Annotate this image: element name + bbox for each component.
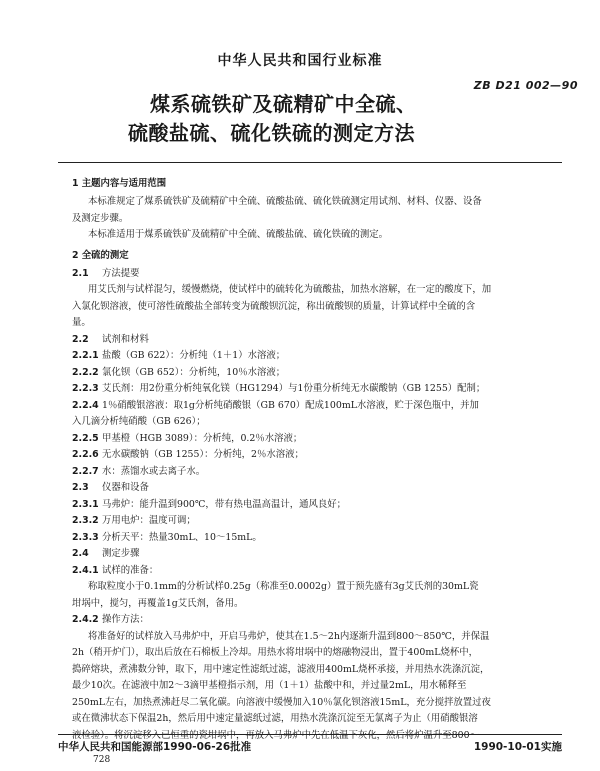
clause-text: 马弗炉：能升温到900℃，带有热电温高温计，通风良好；	[102, 498, 347, 510]
clause-text: 分析天平：热量30mL、10～15mL。	[102, 531, 262, 543]
paragraph-line: 入氯化钡溶液，使可溶性硫酸盐全部转变为硫酸钡沉淀，称出硫酸钡的质量，计算试样中全硫的含	[72, 300, 476, 312]
paragraph-line: 本标准规定了煤系硫铁矿及硫精矿中全硫、硫酸盐硫、硫化铁硫测定用试剂、材料、仪器、设备	[88, 196, 482, 207]
clause-heading	[58, 332, 562, 349]
clause-text: 1％硝酸银溶液：取1g分析纯硝酸银（GB 670）配成100mL水溶液，贮于深色瓶中，并加	[102, 399, 479, 411]
clause-text: 盐酸（GB 622）：分析纯（1＋1）水溶液；	[102, 350, 286, 361]
clause-item	[58, 348, 562, 365]
clause-title: 试剂和材料	[102, 333, 149, 345]
paragraph-line: 量。	[72, 317, 91, 328]
paragraph-line: 称取粒度小于0.1mm的分析试样0.25g（称准至0.0002g）置于预先盛有3g艾氏剂的30mL瓷	[88, 581, 479, 592]
clause-number: 2.3.1	[72, 498, 99, 510]
clause-text: 水：蒸馏水或去离子水。	[102, 465, 206, 477]
clause-number: 2.2	[72, 333, 89, 345]
clause-title: 方法提要	[102, 267, 140, 279]
clause-item	[58, 398, 562, 415]
clause-heading	[58, 480, 562, 497]
clause-heading	[58, 546, 562, 563]
paragraph-line: 及测定步骤。	[72, 212, 129, 224]
clause-number: 2.3.2	[72, 515, 99, 526]
section-heading: 2 全硫的测定	[72, 249, 129, 261]
paragraph-line: 最少10次。在滤液中加2～3滴甲基橙指示剂，用（1＋1）盐酸中和，并过量2mL，用水稀释至	[72, 680, 467, 691]
header-divider	[58, 162, 562, 163]
clause-text: 无水碳酸钠（GB 1255）：分析纯，2％水溶液；	[102, 449, 304, 460]
paragraph-line: 本标准适用于煤系硫铁矿及硫精矿中全硫、硫酸盐硫、硫化铁硫的测定。	[88, 229, 389, 240]
clause-number: 2.2.4	[72, 399, 99, 411]
approval-statement: 中华人民共和国能源部1990-06-26批准	[58, 741, 252, 753]
clause-number: 2.4.2	[72, 614, 99, 625]
clause-item	[58, 530, 562, 547]
clause-item	[58, 497, 562, 514]
paragraph-line: 搗碎熔块，煮沸数分钟，取下，用中速定性滤纸过滤，滤液用400mL烧杯承接，并用热水洗涤沉淀，	[72, 663, 490, 675]
clause-heading	[58, 266, 562, 283]
standard-organization: 中华人民共和国行业标准	[217, 53, 383, 69]
paragraph-line: 坩埚中，搅匀，再覆盖1g艾氏剂，备用。	[72, 597, 244, 609]
paragraph-line: 将准备好的试样放入马弗炉中，开启马弗炉，使其在1.5～2h内逐渐升温到800～850℃，并保温	[88, 630, 490, 642]
clause-number: 2.2.2	[72, 366, 99, 378]
clause-text: 操作方法：	[102, 614, 149, 625]
implementation-date: 1990-10-01实施	[473, 741, 562, 753]
clause-text: 氯化钡（GB 652）：分析纯，10％水溶液；	[102, 366, 286, 378]
clause-number: 2.2.5	[72, 432, 99, 444]
paragraph-line: 用艾氏剂与试样混匀，缓慢燃烧，使试样中的硫转化为硫酸盐，加热水溶解，在一定的酸度下，加	[88, 284, 492, 295]
clause-number: 2.3.3	[72, 531, 99, 543]
clause-number: 2.1	[72, 267, 89, 279]
paragraph-line: 250mL左右，加热煮沸赶尽二氧化碳。向溶液中缓慢加入10％氯化钡溶液15mL，充分搅拌放置过夜	[72, 696, 491, 708]
clause-text: 甲基橙（HGB 3089）：分析纯，0.2％水溶液；	[102, 432, 303, 444]
clause-item	[58, 365, 562, 382]
clause-item	[58, 464, 562, 481]
paragraph-line: 2h（稍开炉门），取出后放在石棉板上冷却。用热水将坩埚中的熔融物浸出，置于400mL烧杯中，	[72, 647, 478, 658]
clause-item	[58, 612, 562, 629]
clause-text: 万用电炉：温度可调；	[102, 515, 196, 526]
clause-item	[58, 381, 562, 398]
document-body	[58, 172, 562, 744]
clause-item	[58, 513, 562, 530]
paragraph-line: 液检验）。将沉淀移入已恒重的瓷坩埚中，再放入马弗炉中先在低温下灰化，然后将炉温升至800～	[72, 729, 479, 741]
clause-number: 2.2.1	[72, 350, 99, 361]
paragraph-line: 入几滴分析纯硝酸（GB 626）；	[72, 416, 206, 427]
clause-title: 测定步骤	[102, 548, 140, 559]
clause-text: 试样的准备：	[102, 564, 159, 576]
page-number: 728	[93, 755, 111, 765]
document-title-line-2: 硫酸盐硫、硫化铁硫的测定方法	[128, 121, 415, 145]
clause-number: 2.3	[72, 482, 89, 493]
clause-number: 2.4	[72, 548, 89, 559]
document-title-line-1: 煤系硫铁矿及硫精矿中全硫、	[150, 92, 417, 116]
clause-text: 艾氏剂：用2份重分析纯氧化镁（HG1294）与1份重分析纯无水碳酸钠（GB 1255）配制；	[102, 383, 486, 394]
clause-item	[58, 431, 562, 448]
clause-title: 仪器和设备	[102, 482, 149, 493]
clause-item	[58, 563, 562, 580]
clause-number: 2.2.7	[72, 465, 99, 477]
clause-number: 2.2.6	[72, 449, 99, 460]
section-heading: 1 主题内容与适用范围	[72, 178, 167, 189]
clause-number: 2.4.1	[72, 564, 99, 576]
clause-number: 2.2.3	[72, 383, 99, 394]
paragraph-line: 或在微沸状态下保温2h，然后用中速定量滤纸过滤，用热水洗涤沉淀至无氯离子为止（用硝酸银溶	[72, 713, 478, 724]
standard-code: ZB D21 002—90	[473, 79, 578, 92]
clause-item	[58, 447, 562, 464]
footer-divider	[58, 734, 562, 735]
